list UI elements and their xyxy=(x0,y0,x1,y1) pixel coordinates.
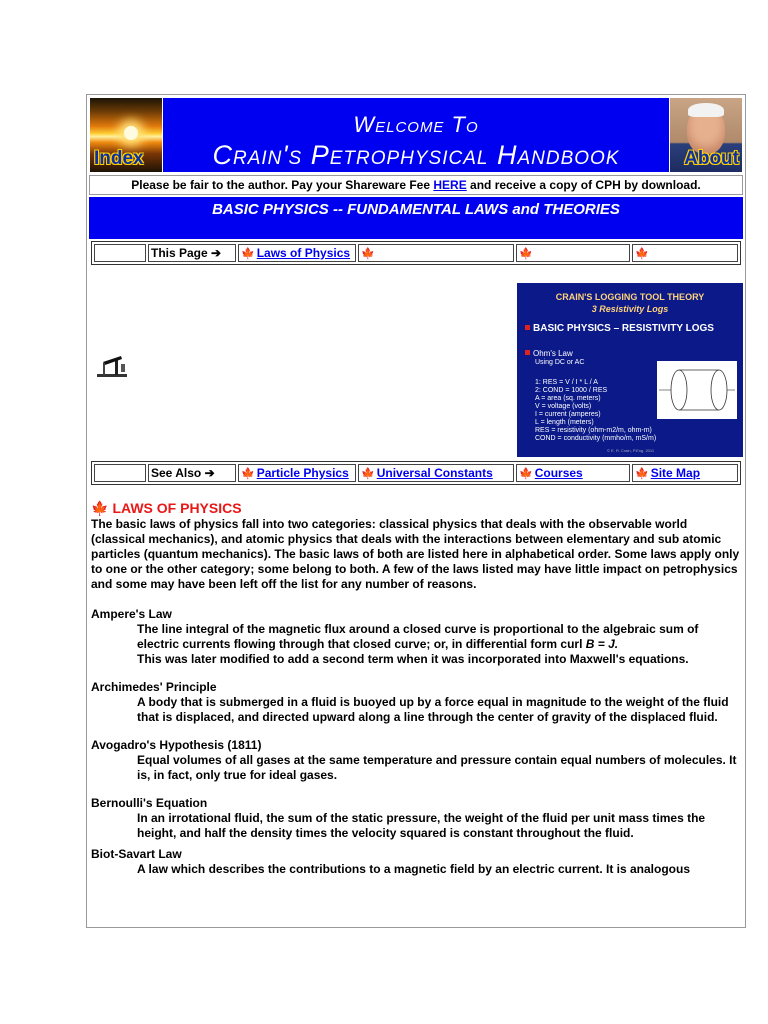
main-content xyxy=(91,501,743,890)
sun-icon xyxy=(124,126,138,140)
page-frame xyxy=(86,94,746,928)
this-page-nav xyxy=(91,241,741,265)
nav-item-particle-physics[interactable]: 🍁 Particle Physics xyxy=(238,464,356,482)
law-entry xyxy=(91,738,743,783)
laws-heading: 🍁 LAWS OF PHYSICS xyxy=(91,500,242,516)
title-banner xyxy=(163,98,669,172)
nav-blank-cell xyxy=(94,244,146,262)
law-entry xyxy=(91,847,743,877)
law-entry xyxy=(91,607,743,667)
slide-title: CRAIN'S LOGGING TOOL THEORY xyxy=(555,292,705,302)
author-photo[interactable] xyxy=(670,98,742,172)
slide-footer: © E. R. Crain, P.Eng. 2011 xyxy=(607,448,655,453)
maple-leaf-icon: 🍁 xyxy=(635,248,649,260)
section-title-bar xyxy=(89,197,743,239)
slide-law-sub: Using DC or AC xyxy=(535,359,585,366)
header xyxy=(89,97,743,173)
index-sunset-image[interactable] xyxy=(90,98,162,172)
index-link[interactable]: Index xyxy=(94,148,144,169)
law-name: Ampere's Law xyxy=(91,607,172,621)
see-also-nav xyxy=(91,461,741,485)
cylinder-diagram xyxy=(657,361,737,419)
law-name: Archimedes' Principle xyxy=(91,680,217,694)
maple-leaf-icon: 🍁 xyxy=(241,248,255,260)
slide-equations: 1: RES = V / I * L / A 2: COND = 1000 / RES A = area (sq. meters) V = voltage (volts) I = current (amperes) L = length (meters) RES = resistivity (ohm-m2/m, ohm-m) COND = conductivity (mmho/m, mS/m) xyxy=(535,379,657,442)
law-description: The line integral of the magnetic flux around a closed curve is proportional to the algebraic sum of electric currents flowing through that closed curve; or, in differential form curl B = J. This was later modified to add a second term when it was incorporated into Maxwell's equations. xyxy=(137,622,699,666)
nav-item-empty xyxy=(358,244,514,262)
nav-item-empty xyxy=(516,244,630,262)
maple-leaf-icon: 🍁 xyxy=(635,468,649,480)
nav-item-universal-constants[interactable]: 🍁 Universal Constants xyxy=(358,464,514,482)
law-description: Equal volumes of all gases at the same temperature and pressure contain equal numbers of molecules. It is, in fact, only true for ideal gases. xyxy=(137,753,737,782)
law-entry xyxy=(91,680,743,725)
intro-paragraph: The basic laws of physics fall into two categories: classical physics that deals with the observable world (classical mechanics), and atomic physics that deals with the interactions between elementary and sub atomic particles (quantum mechanics). The basic laws of both are listed here in alphabetical order. Some laws apply only to one or the other category; some belong to both. A few of the laws listed may have little impact on petrophysics and some may have been left off the list for any number of reasons. xyxy=(91,517,740,591)
law-name: Bernoulli's Equation xyxy=(91,796,208,810)
resistivity-slide-image xyxy=(517,283,743,457)
section-title: BASIC PHYSICS -- FUNDAMENTAL LAWS and THEORIES xyxy=(212,201,620,218)
maple-leaf-icon: 🍁 xyxy=(241,468,255,480)
welcome-text: Welcome To xyxy=(353,112,479,137)
fee-text-after: and receive a copy of CPH by download. xyxy=(466,178,701,192)
slide-subtitle: 3 Resistivity Logs xyxy=(591,304,669,314)
pumpjack-icon xyxy=(97,354,127,378)
nav-item-empty xyxy=(632,244,738,262)
this-page-label: This Page ➔ xyxy=(148,244,236,262)
slide-heading: BASIC PHYSICS – RESISTIVITY LOGS xyxy=(525,323,714,334)
nav-item-site-map[interactable]: 🍁 Site Map xyxy=(632,464,738,482)
nav-blank-cell xyxy=(94,464,146,482)
nav-item-courses[interactable]: 🍁 Courses xyxy=(516,464,630,482)
law-name: Avogadro's Hypothesis (1811) xyxy=(91,738,262,752)
fee-text-before: Please be fair to the author. Pay your Shareware Fee xyxy=(131,178,434,192)
handbook-title: Crain's Petrophysical Handbook xyxy=(212,140,620,170)
see-also-label: See Also ➔ xyxy=(148,464,236,482)
slide-law: Ohm's Law xyxy=(525,349,573,358)
maple-leaf-icon: 🍁 xyxy=(361,468,375,480)
shareware-fee-notice xyxy=(89,175,743,195)
maple-leaf-icon: 🍁 xyxy=(361,248,375,260)
bullet-icon xyxy=(525,350,530,355)
law-description: In an irrotational fluid, the sum of the static pressure, the weight of the fluid per unit mass times the height, and half the density times the velocity squared is constant throughout the fluid. xyxy=(137,811,706,840)
law-description: A law which describes the contributions to a magnetic field by an electric current. It is analogous xyxy=(137,862,691,876)
maple-leaf-icon: 🍁 xyxy=(519,248,533,260)
nav-item-laws-of-physics[interactable]: 🍁 Laws of Physics xyxy=(238,244,356,262)
law-description: A body that is submerged in a fluid is buoyed up by a force equal in magnitude to the weight of the fluid that is displaced, and directed upward along a line through the center of gravity of the displaced fluid. xyxy=(137,695,729,724)
about-link[interactable]: About xyxy=(684,148,739,169)
law-entry xyxy=(91,796,743,841)
maple-leaf-icon: 🍁 xyxy=(91,500,109,516)
author-hair xyxy=(688,103,724,117)
fee-here-link[interactable]: HERE xyxy=(433,178,467,192)
bullet-icon xyxy=(525,325,530,330)
law-name: Biot-Savart Law xyxy=(91,847,182,861)
maple-leaf-icon: 🍁 xyxy=(519,468,533,480)
